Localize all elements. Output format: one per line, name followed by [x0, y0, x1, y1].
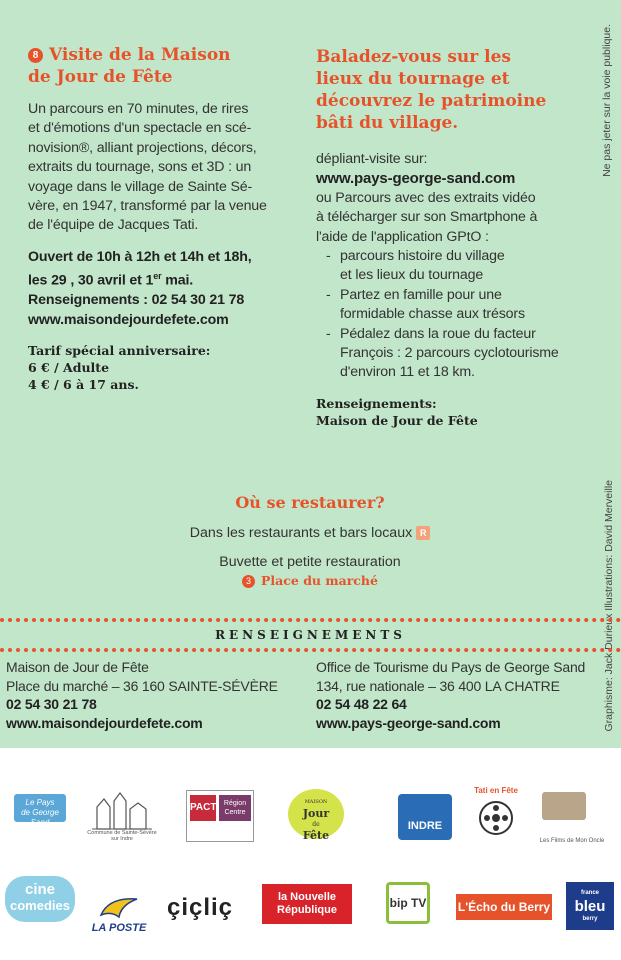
- dotted-divider-bottom: [0, 648, 621, 652]
- maison-jour-de-fete-logo: MAISON Jour de Fête: [284, 786, 348, 842]
- film-reel-icon: [471, 791, 521, 841]
- tarif-block: Tarif spécial anniversaire: 6 € / Adulte 4 € / 6 à 17 ans.: [28, 343, 211, 393]
- commune-logo: Commune de Sainte-Sévère sur Indre: [86, 778, 158, 842]
- visite-number-badge: 8: [28, 48, 43, 63]
- list-item: - Pédalez dans la roue du facteur François : 2 parcours cyclotourisme d'environ 11 et 18 km.: [326, 325, 586, 383]
- list-item: - Partez en famille pour une formidable chasse aux trésors: [326, 286, 586, 325]
- cine-comedies-logo: cine comedies: [2, 874, 78, 924]
- restaurer-place: 3 Place du marché: [160, 572, 460, 590]
- contact-right-phone: 02 54 48 22 64: [316, 696, 407, 712]
- dotted-divider-top: [0, 618, 621, 622]
- restaurer-title: Où se restaurer?: [235, 493, 385, 512]
- restaurer-line1: Dans les restaurants et bars locaux R: [160, 524, 460, 543]
- balade-website-link[interactable]: www.pays-george-sand.com: [316, 170, 516, 188]
- nouvelle-republique-logo: la Nouvelle République: [262, 884, 352, 924]
- la-poste-logo: LA POSTE: [86, 880, 152, 934]
- restaurer-line2: Buvette et petite restauration: [219, 554, 401, 570]
- castle-icon: [92, 789, 152, 831]
- ciclic-logo: çiçliç: [166, 894, 234, 921]
- indre-logo: INDRE: [398, 794, 452, 840]
- france-bleu-berry-logo: france bleu berry: [566, 882, 614, 930]
- restaurant-icon: R: [416, 526, 430, 540]
- visite-title: 8 Visite de la Maison de Jour de Fête: [28, 45, 231, 87]
- balade-list: [326, 247, 586, 383]
- tati-en-fete-logo: Tati en Fête: [466, 786, 526, 846]
- balade-title: Baladez-vous sur les lieux du tournage et découvrez le patrimoine bâti du village.: [316, 47, 547, 133]
- partner-logos: [0, 748, 621, 960]
- pact-logo: PACT Région Centre: [186, 790, 254, 842]
- visite-description: Un parcours en 70 minutes, de rires et d'émotions d'un spectacle en scé- novision®, alliant projections, décors, extraits du tournage, sons et 3D : un voyage dans le village de Sainte Sé- vère, en 1947, transformé par la venue de l'équipe de Jacques Tati.: [28, 101, 267, 234]
- echo-du-berry-logo: L'Écho du Berry: [456, 894, 552, 920]
- balade-body: dépliant-visite sur: www.pays-george-sand.com ou Parcours avec des extraits vidéo à télécharger sur son Smartphone à l'aide de l'application GPtO :: [316, 150, 586, 247]
- bip-tv-logo: bip TV: [380, 878, 436, 928]
- contact-right: Office de Tourisme du Pays de George Sand 134, rue nationale – 36 400 LA CHATRE 02 54 48 22 64 www.pays-george-sand.com: [316, 658, 616, 732]
- credits: Graphisme: Jack Durieux Illustrations: David Merveille: [603, 480, 615, 732]
- balade-renseignements: Renseignements: Maison de Jour de Fête: [316, 395, 478, 428]
- bird-icon: [99, 893, 139, 921]
- contact-left-website[interactable]: www.maisondejourdefete.com: [6, 714, 203, 731]
- contact-right-website[interactable]: www.pays-george-sand.com: [316, 714, 501, 731]
- visite-section: [28, 44, 296, 393]
- list-item: - parcours histoire du village et les lieux du tournage: [326, 247, 586, 286]
- visite-website-link[interactable]: www.maisondejourdefete.com: [28, 311, 229, 328]
- contact-left-phone: 02 54 30 21 78: [6, 696, 97, 712]
- pays-george-sand-logo: Le Pays de George Sand: [10, 786, 72, 838]
- side-note: Ne pas jeter sur la voie publique.: [601, 24, 613, 177]
- balade-section: [316, 46, 586, 429]
- restaurer-section: [160, 492, 460, 590]
- visite-hours: Ouvert de 10h à 12h et 14h et 18h, les 29 , 30 avril et 1er mai. Renseignements : 02 54 30 21 78 www.maisondejourdefete.com: [28, 248, 296, 330]
- visite-info-phone: Renseignements : 02 54 30 21 78: [28, 292, 245, 309]
- renseignements-title: RENSEIGNEMENTS: [215, 628, 406, 642]
- contact-left: Maison de Jour de Fête Place du marché – 36 160 SAINTE-SÉVÈRE 02 54 30 21 78 www.maisondejourdefete.com: [6, 658, 306, 732]
- films-mon-oncle-logo: Les Films de Mon Oncle: [532, 788, 612, 848]
